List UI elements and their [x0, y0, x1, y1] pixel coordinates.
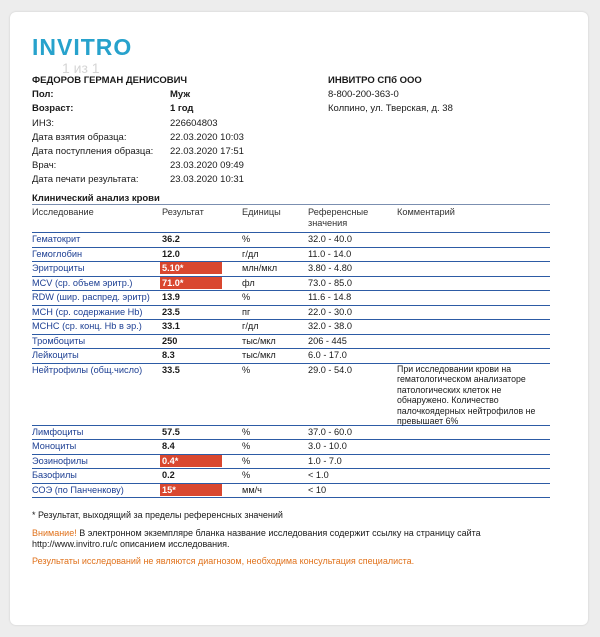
reference-value: 11.6 - 14.8 [308, 292, 352, 302]
col-result: Результат [162, 207, 204, 217]
patient-field-row [32, 102, 194, 116]
table-row [32, 364, 550, 426]
field-label: ИНЗ: [32, 117, 55, 129]
patient-name: ФЕДОРОВ ГЕРМАН ДЕНИСОВИЧ [32, 75, 188, 86]
field-value: 22.03.2020 10:03 [170, 131, 244, 143]
result-value: 8.4 [162, 441, 175, 451]
table-row [32, 320, 550, 335]
disclaimer: Результаты исследований не являются диагнозом, необходима консультация специалиста. [32, 556, 415, 566]
test-name: СОЭ (по Панченкову) [32, 484, 124, 495]
field-value: 23.03.2020 09:49 [170, 160, 244, 172]
table-row [32, 262, 550, 277]
table-row [32, 469, 550, 484]
reference-value: < 10 [308, 484, 327, 495]
reference-value: < 1.0 [308, 470, 329, 480]
table-row [32, 335, 550, 350]
reference-value: 73.0 - 85.0 [308, 277, 352, 288]
units-value: г/дл [242, 248, 259, 259]
units-value: % [242, 426, 251, 437]
patient-field-row [32, 145, 244, 159]
reference-value: 11.0 - 14.0 [308, 248, 352, 259]
field-label: Пол: [32, 89, 54, 101]
result-value: 33.5 [162, 364, 180, 375]
page-number-watermark: 1 из 1 [62, 60, 100, 76]
units-value: тыс/мкл [242, 350, 276, 360]
field-label: Дата взятия образца: [32, 131, 127, 143]
units-value: % [242, 441, 251, 451]
units-value: % [242, 234, 251, 244]
result-value: 36.2 [162, 234, 180, 244]
test-name: MCHC (ср. конц. Hb в эр.) [32, 321, 142, 331]
field-label: Возраст: [32, 103, 74, 115]
reference-value: 32.0 - 38.0 [308, 321, 352, 331]
units-value: % [242, 470, 251, 480]
patient-field-row [32, 173, 244, 187]
col-units: Единицы [242, 207, 281, 217]
table-row [32, 248, 550, 263]
field-value: 23.03.2020 10:31 [170, 174, 244, 186]
result-value: 12.0 [162, 248, 180, 259]
units-value: фл [242, 277, 255, 288]
test-name: Лейкоциты [32, 350, 79, 360]
lab-info [328, 74, 453, 117]
test-name: Гемоглобин [32, 248, 83, 259]
test-name: Эозинофилы [32, 455, 88, 466]
result-value: 250 [162, 335, 178, 346]
warning-label: Внимание! [32, 528, 77, 538]
reference-value: 1.0 - 7.0 [308, 455, 342, 466]
field-label: Дата поступления образца: [32, 145, 154, 157]
units-value: млн/мкл [242, 263, 278, 273]
result-value: 13.9 [162, 292, 180, 302]
test-name: Гематокрит [32, 234, 81, 244]
units-value: % [242, 455, 251, 466]
table-row [32, 291, 550, 306]
table-row [32, 440, 550, 455]
patient-field-row [32, 159, 244, 173]
table-row [32, 233, 550, 248]
reference-value: 22.0 - 30.0 [308, 306, 352, 317]
reference-value: 3.80 - 4.80 [308, 263, 352, 273]
field-label: Врач: [32, 160, 57, 172]
lab-phone: 8-800-200-363-0 [328, 89, 399, 101]
patient-info [32, 74, 244, 188]
result-value: 23.5 [162, 306, 180, 317]
results-table [32, 204, 550, 498]
reference-value: 6.0 - 17.0 [308, 350, 347, 360]
test-name: Нейтрофилы (общ.число) [32, 364, 143, 375]
comment-text: При исследовании крови на гематологическом анализаторе патологических клеток не обнаружено. Количество палочкоядерных нейтрофилов не превышает 6% [397, 363, 536, 426]
result-value: 0.2 [162, 470, 175, 480]
result-value: 57.5 [162, 426, 180, 437]
invitro-logo: INVITRO [32, 34, 133, 60]
reference-value: 32.0 - 40.0 [308, 234, 352, 244]
lab-name: ИНВИТРО СПб ООО [328, 75, 422, 86]
test-name: MCV (ср. объем эритр.) [32, 277, 133, 288]
test-name: Тромбоциты [32, 335, 86, 346]
test-name: Моноциты [32, 441, 77, 451]
units-value: г/дл [242, 321, 259, 331]
analysis-title: Клинический анализ крови [32, 193, 160, 204]
warning-note [32, 528, 552, 550]
table-row [32, 484, 550, 499]
table-row [32, 426, 550, 441]
units-value: мм/ч [242, 484, 262, 495]
test-name: MCH (ср. содержание Hb) [32, 306, 143, 317]
field-label: Дата печати результата: [32, 174, 139, 186]
table-row [32, 306, 550, 321]
table-row [32, 455, 550, 470]
test-name: Лимфоциты [32, 426, 84, 437]
result-value: 0.4* [160, 455, 222, 467]
table-header [32, 204, 550, 233]
table-row [32, 277, 550, 292]
units-value: пг [242, 306, 251, 317]
result-value: 5.10* [160, 262, 222, 274]
result-value: 15* [160, 484, 222, 496]
result-value: 33.1 [162, 321, 180, 331]
patient-field-row [32, 88, 191, 102]
warning-text: В электронном экземпляре бланка название исследования содержит ссылку на страницу сайта http://www.invitro.ru/c описанием исследования. [32, 528, 481, 549]
field-value: 22.03.2020 17:51 [170, 145, 244, 157]
reference-value: 37.0 - 60.0 [308, 426, 352, 437]
col-test: Исследование [32, 207, 94, 217]
reference-value: 3.0 - 10.0 [308, 441, 347, 451]
units-value: тыс/мкл [242, 335, 276, 346]
lab-address: Колпино, ул. Тверская, д. 38 [328, 103, 453, 115]
units-value: % [242, 292, 251, 302]
report-page [10, 12, 588, 625]
footnote: * Результат, выходящий за пределы референсных значений [32, 510, 283, 520]
field-value: 226604803 [170, 117, 218, 129]
test-name: Базофилы [32, 470, 77, 480]
test-name: RDW (шир. распред. эритр) [32, 292, 150, 302]
table-row [32, 349, 550, 364]
patient-field-row [32, 131, 244, 145]
units-value: % [242, 364, 251, 375]
test-name: Эритроциты [32, 263, 85, 273]
col-ref: Референсные значения [308, 207, 369, 228]
reference-value: 206 - 445 [308, 335, 347, 346]
field-value: Муж [170, 89, 191, 101]
result-value: 8.3 [162, 350, 175, 360]
field-value: 1 год [170, 103, 194, 115]
patient-field-row [32, 117, 218, 131]
reference-value: 29.0 - 54.0 [308, 364, 352, 375]
result-value: 71.0* [160, 277, 222, 289]
col-comment: Комментарий [397, 207, 455, 217]
